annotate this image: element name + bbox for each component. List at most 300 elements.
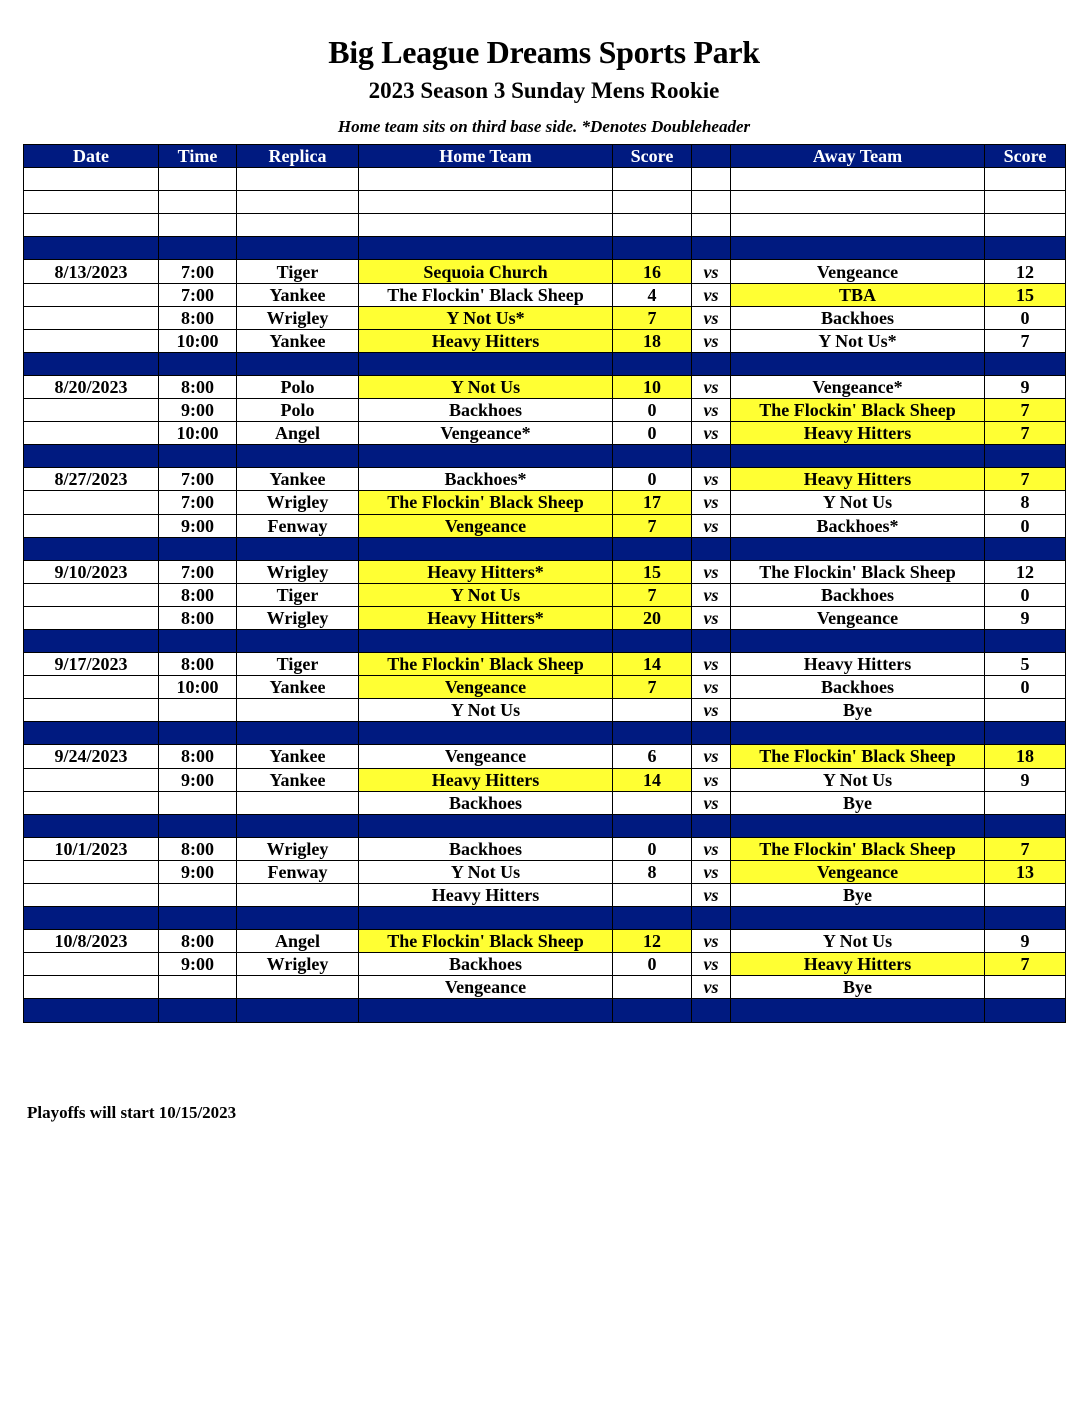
date-cell <box>24 399 159 422</box>
game-row <box>24 791 1066 814</box>
separator-cell <box>159 907 237 930</box>
replica-cell: Yankee <box>237 468 359 491</box>
replica-cell: Wrigley <box>237 837 359 860</box>
separator-cell <box>159 352 237 375</box>
separator-cell <box>359 999 613 1022</box>
time-cell: 8:00 <box>159 653 237 676</box>
col-header-replica: Replica <box>237 145 359 168</box>
separator-cell <box>24 629 159 652</box>
time-cell <box>159 976 237 999</box>
separator-cell <box>692 907 731 930</box>
away-team-cell: Vengeance <box>731 860 985 883</box>
time-cell: 7:00 <box>159 491 237 514</box>
separator-cell <box>24 352 159 375</box>
separator-cell <box>613 237 692 260</box>
time-cell: 9:00 <box>159 514 237 537</box>
replica-cell <box>237 884 359 907</box>
separator-cell <box>159 537 237 560</box>
home-team-cell: Backhoes <box>359 953 613 976</box>
home-team-cell: The Flockin' Black Sheep <box>359 283 613 306</box>
time-cell: 10:00 <box>159 329 237 352</box>
home-team-cell: Backhoes <box>359 837 613 860</box>
home-team-cell: Backhoes <box>359 399 613 422</box>
blank-cell <box>359 191 613 214</box>
home-team-cell: Vengeance <box>359 745 613 768</box>
date-cell <box>24 606 159 629</box>
home-team-cell: Heavy Hitters <box>359 768 613 791</box>
time-cell: 10:00 <box>159 422 237 445</box>
away-score-cell: 9 <box>985 606 1066 629</box>
blank-cell <box>613 191 692 214</box>
away-team-cell: Vengeance <box>731 606 985 629</box>
home-team-cell: Y Not Us* <box>359 306 613 329</box>
separator-cell <box>731 999 985 1022</box>
separator-row <box>24 237 1066 260</box>
away-score-cell: 0 <box>985 514 1066 537</box>
replica-cell: Fenway <box>237 860 359 883</box>
separator-cell <box>692 445 731 468</box>
game-row <box>24 745 1066 768</box>
home-score-cell: 16 <box>613 260 692 283</box>
date-cell <box>24 976 159 999</box>
home-team-cell: Heavy Hitters <box>359 884 613 907</box>
away-team-cell: Bye <box>731 884 985 907</box>
replica-cell: Yankee <box>237 329 359 352</box>
blank-cell <box>24 168 159 191</box>
home-team-cell: Y Not Us <box>359 699 613 722</box>
home-score-cell: 0 <box>613 399 692 422</box>
replica-cell: Wrigley <box>237 560 359 583</box>
home-score-cell <box>613 791 692 814</box>
separator-cell <box>985 237 1066 260</box>
vs-cell: vs <box>692 422 731 445</box>
away-team-cell: Bye <box>731 699 985 722</box>
blank-cell <box>159 168 237 191</box>
separator-cell <box>613 907 692 930</box>
blank-cell <box>731 168 985 191</box>
schedule-note: Home team sits on third base side. *Denotes Doubleheader <box>337 117 751 136</box>
separator-cell <box>731 907 985 930</box>
game-row <box>24 837 1066 860</box>
replica-cell <box>237 791 359 814</box>
separator-cell <box>359 907 613 930</box>
home-score-cell: 20 <box>613 606 692 629</box>
date-cell <box>24 699 159 722</box>
home-team-cell: The Flockin' Black Sheep <box>359 491 613 514</box>
blank-row <box>24 168 1066 191</box>
vs-cell: vs <box>692 884 731 907</box>
date-cell: 8/27/2023 <box>24 468 159 491</box>
separator-cell <box>613 814 692 837</box>
separator-cell <box>159 237 237 260</box>
separator-cell <box>613 445 692 468</box>
separator-cell <box>731 237 985 260</box>
date-cell <box>24 583 159 606</box>
home-team-cell: The Flockin' Black Sheep <box>359 653 613 676</box>
home-score-cell: 7 <box>613 306 692 329</box>
separator-cell <box>159 722 237 745</box>
replica-cell: Angel <box>237 422 359 445</box>
blank-cell <box>24 214 159 237</box>
time-cell: 7:00 <box>159 560 237 583</box>
away-team-cell: The Flockin' Black Sheep <box>731 560 985 583</box>
date-cell <box>24 422 159 445</box>
replica-cell: Fenway <box>237 514 359 537</box>
schedule-body <box>24 168 1066 1022</box>
away-team-cell: Heavy Hitters <box>731 953 985 976</box>
time-cell: 9:00 <box>159 860 237 883</box>
game-row <box>24 606 1066 629</box>
game-row <box>24 583 1066 606</box>
date-cell <box>24 860 159 883</box>
separator-cell <box>731 352 985 375</box>
separator-cell <box>731 445 985 468</box>
blank-cell <box>613 214 692 237</box>
col-header-date: Date <box>24 145 159 168</box>
separator-cell <box>985 537 1066 560</box>
home-team-cell: Vengeance <box>359 514 613 537</box>
separator-cell <box>237 907 359 930</box>
replica-cell: Polo <box>237 375 359 398</box>
home-score-cell: 0 <box>613 468 692 491</box>
separator-cell <box>692 722 731 745</box>
away-score-cell: 15 <box>985 283 1066 306</box>
separator-cell <box>613 999 692 1022</box>
away-team-cell: Vengeance <box>731 260 985 283</box>
separator-cell <box>24 814 159 837</box>
home-score-cell: 7 <box>613 583 692 606</box>
col-header-home-score: Score <box>613 145 692 168</box>
separator-cell <box>24 999 159 1022</box>
game-row <box>24 976 1066 999</box>
away-score-cell: 7 <box>985 399 1066 422</box>
game-row <box>24 468 1066 491</box>
vs-cell: vs <box>692 791 731 814</box>
vs-cell: vs <box>692 953 731 976</box>
time-cell: 8:00 <box>159 837 237 860</box>
game-row <box>24 953 1066 976</box>
col-header-away-team: Away Team <box>731 145 985 168</box>
away-team-cell: The Flockin' Black Sheep <box>731 399 985 422</box>
blank-cell <box>359 214 613 237</box>
game-row <box>24 329 1066 352</box>
date-cell: 9/24/2023 <box>24 745 159 768</box>
vs-cell: vs <box>692 699 731 722</box>
game-row <box>24 560 1066 583</box>
blank-cell <box>237 214 359 237</box>
away-score-cell: 7 <box>985 422 1066 445</box>
away-score-cell: 9 <box>985 930 1066 953</box>
separator-cell <box>731 537 985 560</box>
away-team-cell: Backhoes* <box>731 514 985 537</box>
away-team-cell: The Flockin' Black Sheep <box>731 837 985 860</box>
time-cell: 8:00 <box>159 583 237 606</box>
time-cell: 9:00 <box>159 953 237 976</box>
separator-cell <box>24 907 159 930</box>
date-cell <box>24 953 159 976</box>
away-team-cell: Y Not Us* <box>731 329 985 352</box>
away-team-cell: Vengeance* <box>731 375 985 398</box>
game-row <box>24 676 1066 699</box>
date-cell <box>24 884 159 907</box>
vs-cell: vs <box>692 930 731 953</box>
separator-cell <box>613 537 692 560</box>
home-score-cell: 7 <box>613 514 692 537</box>
date-cell <box>24 491 159 514</box>
time-cell: 7:00 <box>159 260 237 283</box>
replica-cell: Yankee <box>237 745 359 768</box>
game-row <box>24 768 1066 791</box>
date-cell: 10/1/2023 <box>24 837 159 860</box>
away-score-cell: 12 <box>985 560 1066 583</box>
separator-cell <box>237 445 359 468</box>
time-cell: 8:00 <box>159 930 237 953</box>
date-cell <box>24 768 159 791</box>
away-team-cell: Heavy Hitters <box>731 653 985 676</box>
vs-cell: vs <box>692 860 731 883</box>
vs-cell: vs <box>692 399 731 422</box>
separator-cell <box>613 722 692 745</box>
away-score-cell: 9 <box>985 768 1066 791</box>
home-score-cell: 18 <box>613 329 692 352</box>
date-cell <box>24 283 159 306</box>
blank-cell <box>985 168 1066 191</box>
date-cell <box>24 514 159 537</box>
game-row <box>24 699 1066 722</box>
date-cell <box>24 306 159 329</box>
game-row <box>24 375 1066 398</box>
date-cell: 9/17/2023 <box>24 653 159 676</box>
separator-cell <box>731 629 985 652</box>
replica-cell <box>237 976 359 999</box>
home-score-cell: 17 <box>613 491 692 514</box>
time-cell: 9:00 <box>159 399 237 422</box>
home-team-cell: Y Not Us <box>359 375 613 398</box>
home-team-cell: Sequoia Church <box>359 260 613 283</box>
time-cell: 8:00 <box>159 306 237 329</box>
home-team-cell: Vengeance <box>359 676 613 699</box>
separator-cell <box>237 237 359 260</box>
home-team-cell: Y Not Us <box>359 583 613 606</box>
replica-cell: Yankee <box>237 768 359 791</box>
replica-cell: Tiger <box>237 653 359 676</box>
separator-cell <box>359 537 613 560</box>
replica-cell: Wrigley <box>237 606 359 629</box>
away-score-cell <box>985 699 1066 722</box>
separator-cell <box>159 814 237 837</box>
game-row <box>24 422 1066 445</box>
col-header-away-score: Score <box>985 145 1066 168</box>
home-score-cell: 0 <box>613 837 692 860</box>
separator-cell <box>731 722 985 745</box>
vs-cell: vs <box>692 329 731 352</box>
col-header-vs <box>692 145 731 168</box>
home-score-cell: 14 <box>613 653 692 676</box>
home-score-cell: 7 <box>613 676 692 699</box>
separator-cell <box>692 999 731 1022</box>
game-row <box>24 653 1066 676</box>
away-team-cell: Bye <box>731 791 985 814</box>
game-row <box>24 884 1066 907</box>
vs-cell: vs <box>692 260 731 283</box>
separator-cell <box>237 352 359 375</box>
away-score-cell: 9 <box>985 375 1066 398</box>
away-team-cell: TBA <box>731 283 985 306</box>
separator-cell <box>359 722 613 745</box>
blank-cell <box>692 191 731 214</box>
home-team-cell: Vengeance* <box>359 422 613 445</box>
vs-cell: vs <box>692 306 731 329</box>
game-row <box>24 399 1066 422</box>
away-team-cell: Y Not Us <box>731 491 985 514</box>
away-team-cell: Backhoes <box>731 676 985 699</box>
vs-cell: vs <box>692 491 731 514</box>
blank-row <box>24 214 1066 237</box>
time-cell: 8:00 <box>159 606 237 629</box>
home-score-cell <box>613 884 692 907</box>
separator-row <box>24 352 1066 375</box>
vs-cell: vs <box>692 976 731 999</box>
separator-cell <box>359 352 613 375</box>
away-score-cell: 12 <box>985 260 1066 283</box>
replica-cell: Wrigley <box>237 306 359 329</box>
date-cell <box>24 676 159 699</box>
blank-cell <box>731 214 985 237</box>
separator-cell <box>985 999 1066 1022</box>
blank-cell <box>985 191 1066 214</box>
away-score-cell <box>985 976 1066 999</box>
blank-cell <box>24 191 159 214</box>
playoffs-note: Playoffs will start 10/15/2023 <box>27 1103 237 1122</box>
separator-cell <box>159 629 237 652</box>
blank-row <box>24 191 1066 214</box>
away-score-cell: 5 <box>985 653 1066 676</box>
blank-cell <box>159 214 237 237</box>
blank-cell <box>613 168 692 191</box>
separator-cell <box>159 999 237 1022</box>
home-team-cell: Heavy Hitters* <box>359 606 613 629</box>
vs-cell: vs <box>692 768 731 791</box>
home-score-cell: 14 <box>613 768 692 791</box>
vs-cell: vs <box>692 375 731 398</box>
away-score-cell: 7 <box>985 953 1066 976</box>
page-subtitle: 2023 Season 3 Sunday Mens Rookie <box>368 78 720 103</box>
game-row <box>24 260 1066 283</box>
separator-row <box>24 445 1066 468</box>
separator-row <box>24 537 1066 560</box>
col-header-time: Time <box>159 145 237 168</box>
blank-cell <box>237 168 359 191</box>
blank-cell <box>692 168 731 191</box>
separator-cell <box>24 722 159 745</box>
separator-cell <box>237 537 359 560</box>
away-score-cell: 18 <box>985 745 1066 768</box>
separator-cell <box>692 237 731 260</box>
home-score-cell: 15 <box>613 560 692 583</box>
vs-cell: vs <box>692 837 731 860</box>
home-score-cell: 8 <box>613 860 692 883</box>
blank-cell <box>159 191 237 214</box>
replica-cell: Tiger <box>237 260 359 283</box>
header-row <box>24 145 1066 168</box>
separator-row <box>24 999 1066 1022</box>
game-row <box>24 491 1066 514</box>
separator-cell <box>237 999 359 1022</box>
replica-cell: Wrigley <box>237 953 359 976</box>
separator-cell <box>731 814 985 837</box>
away-score-cell: 13 <box>985 860 1066 883</box>
separator-cell <box>613 352 692 375</box>
blank-cell <box>237 191 359 214</box>
replica-cell: Yankee <box>237 676 359 699</box>
away-team-cell: Heavy Hitters <box>731 422 985 445</box>
separator-cell <box>24 237 159 260</box>
col-header-home-team: Home Team <box>359 145 613 168</box>
schedule-table <box>23 144 1066 1023</box>
vs-cell: vs <box>692 653 731 676</box>
away-score-cell: 7 <box>985 329 1066 352</box>
home-score-cell <box>613 699 692 722</box>
date-cell: 8/20/2023 <box>24 375 159 398</box>
time-cell: 8:00 <box>159 745 237 768</box>
date-cell: 10/8/2023 <box>24 930 159 953</box>
separator-cell <box>613 629 692 652</box>
separator-cell <box>985 629 1066 652</box>
separator-cell <box>985 722 1066 745</box>
vs-cell: vs <box>692 583 731 606</box>
away-score-cell <box>985 884 1066 907</box>
home-team-cell: Heavy Hitters <box>359 329 613 352</box>
page-title: Big League Dreams Sports Park <box>328 34 760 70</box>
replica-cell <box>237 699 359 722</box>
separator-cell <box>692 814 731 837</box>
away-score-cell <box>985 791 1066 814</box>
time-cell: 10:00 <box>159 676 237 699</box>
away-score-cell: 0 <box>985 583 1066 606</box>
replica-cell: Yankee <box>237 283 359 306</box>
replica-cell: Wrigley <box>237 491 359 514</box>
blank-cell <box>985 214 1066 237</box>
away-team-cell: Y Not Us <box>731 768 985 791</box>
away-score-cell: 0 <box>985 306 1066 329</box>
home-score-cell: 4 <box>613 283 692 306</box>
separator-cell <box>237 722 359 745</box>
vs-cell: vs <box>692 676 731 699</box>
away-team-cell: Y Not Us <box>731 930 985 953</box>
away-team-cell: The Flockin' Black Sheep <box>731 745 985 768</box>
separator-cell <box>359 445 613 468</box>
game-row <box>24 306 1066 329</box>
separator-cell <box>692 352 731 375</box>
vs-cell: vs <box>692 468 731 491</box>
home-score-cell: 0 <box>613 422 692 445</box>
home-score-cell: 10 <box>613 375 692 398</box>
away-score-cell: 7 <box>985 468 1066 491</box>
home-team-cell: Backhoes <box>359 791 613 814</box>
separator-cell <box>692 537 731 560</box>
home-score-cell <box>613 976 692 999</box>
separator-row <box>24 907 1066 930</box>
time-cell <box>159 791 237 814</box>
separator-cell <box>359 629 613 652</box>
time-cell: 9:00 <box>159 768 237 791</box>
home-team-cell: Y Not Us <box>359 860 613 883</box>
date-cell <box>24 329 159 352</box>
home-team-cell: Vengeance <box>359 976 613 999</box>
separator-cell <box>985 814 1066 837</box>
separator-cell <box>159 445 237 468</box>
vs-cell: vs <box>692 606 731 629</box>
